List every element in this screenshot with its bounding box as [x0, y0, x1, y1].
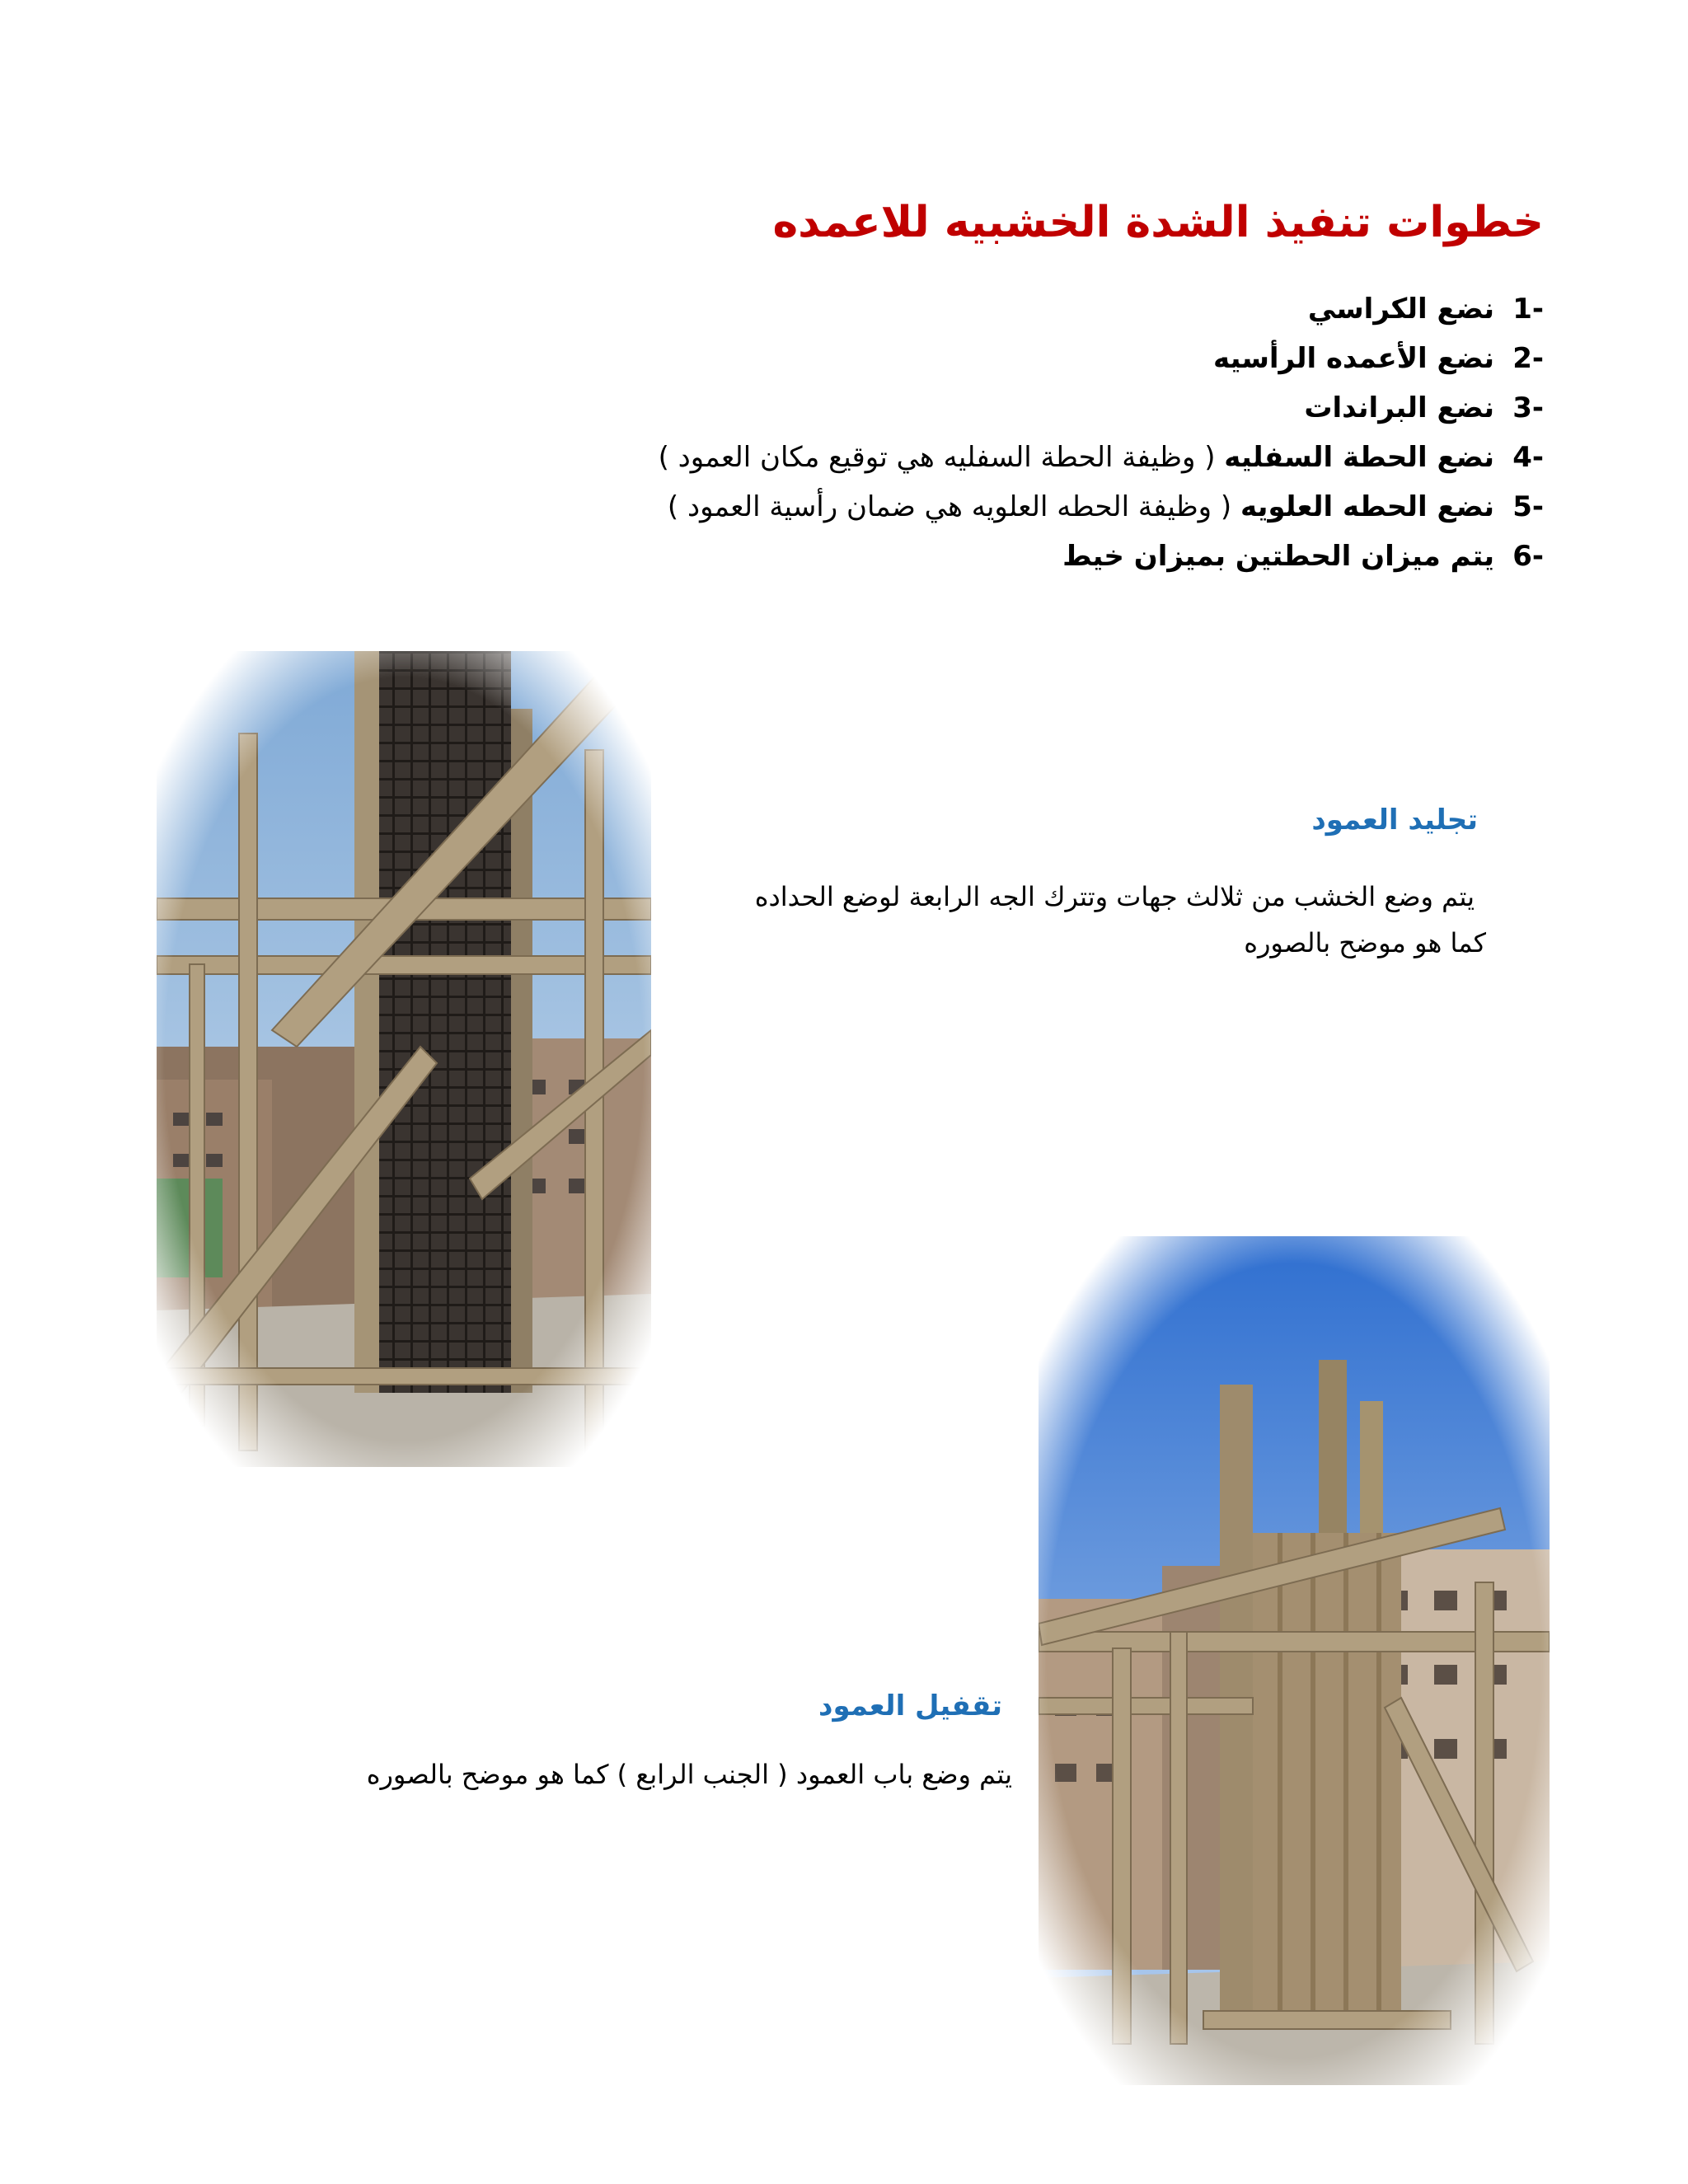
step-label: نضع الحطه العلويه	[1240, 490, 1494, 523]
steps-list	[307, 284, 1544, 581]
step-label: نضع الأعمده الرأسيه	[1212, 342, 1494, 375]
step-number: -1	[1512, 293, 1544, 326]
section-body-cladding: يتم وضع الخشب من ثلالث جهات وتترك الجه الرابعة لوضع الحداده كما هو موضح بالصوره	[754, 881, 1486, 958]
step-number: -4	[1512, 441, 1544, 474]
step-number: -2	[1512, 342, 1544, 375]
step-note: ( وظيفة الحطة السفليه هي توقيع مكان العمود )	[658, 441, 1225, 474]
step-item	[307, 482, 1544, 532]
step-label: نضع الحطة السفليه	[1224, 441, 1494, 474]
page-title: خطوات تنفيذ الشدة الخشبيه للاعمده	[772, 198, 1544, 247]
formwork-closed-photo	[1039, 1236, 1550, 2085]
step-note: ( وظيفة الحطه العلويه هي ضمان رأسية العمود )	[667, 490, 1240, 523]
step-item	[307, 433, 1544, 482]
step-number: -6	[1512, 540, 1544, 573]
step-item	[307, 334, 1544, 383]
step-item	[307, 532, 1544, 581]
step-number: -5	[1512, 490, 1544, 523]
step-label: نضع الكراسي	[1307, 293, 1494, 326]
step-number: -3	[1512, 391, 1544, 424]
section-heading-closing: تقفيل العمود	[818, 1690, 1002, 1722]
step-label: نضع البراندات	[1304, 391, 1494, 424]
section-body-closing: يتم وضع باب العمود ( الجنب الرابع ) كما هو موضح بالصوره	[366, 1759, 1012, 1790]
section-heading-cladding: تجليد العمود	[1311, 804, 1478, 837]
step-item	[307, 284, 1544, 334]
step-item	[307, 383, 1544, 433]
step-label: يتم ميزان الحطتين بميزان خيط	[1062, 540, 1494, 573]
formwork-three-sides-photo	[157, 651, 651, 1467]
